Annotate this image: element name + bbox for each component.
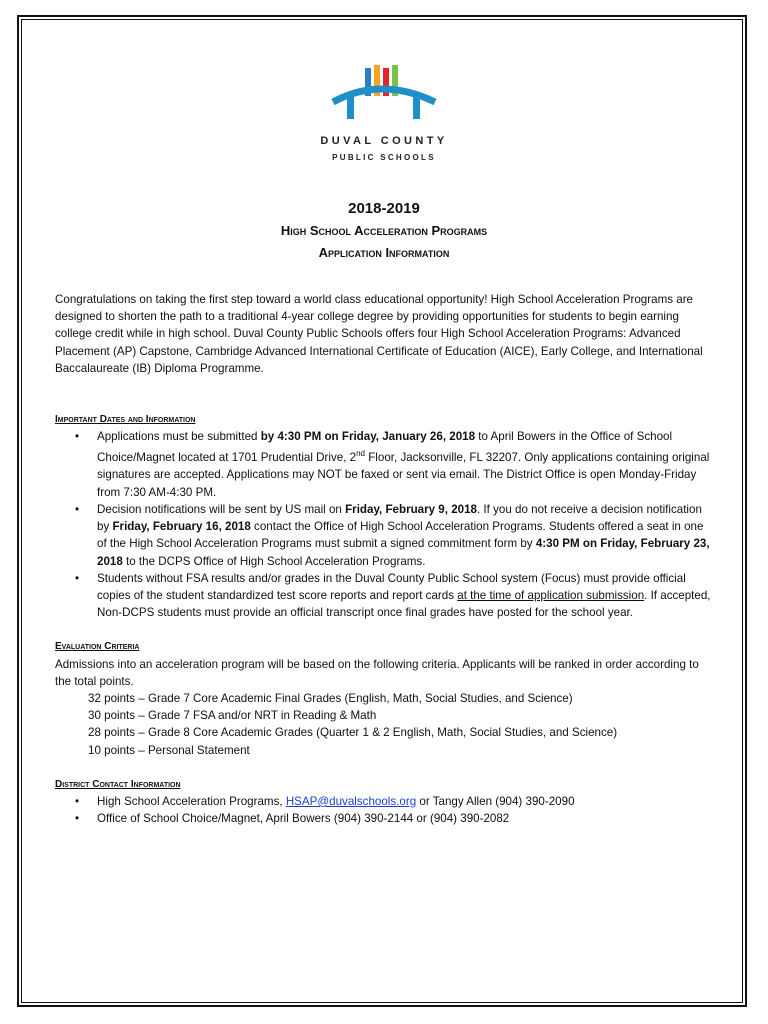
points-item: 30 points – Grade 7 FSA and/or NRT in Reading & Math	[88, 709, 377, 723]
list-item: • Office of School Choice/Magnet, April Bowers (904) 390-2144 or (904) 390-2082	[55, 810, 715, 827]
list-item: • Students without FSA results and/or grades in the Duval County Public School system (Focus) must provide official copies of the student standardized test score reports and report cards at the time of application submission. If accepted, Non-DCPS students must provide an official transcript once final grades have posted for the school year.	[75, 571, 711, 620]
bullet: •	[75, 502, 80, 516]
evaluation-text: Admissions into an acceleration program will be based on the following criteria. Applicants will be ranked in order according to the total points.	[55, 657, 699, 688]
list-item: • Applications must be submitted by 4:30 PM on Friday, January 26, 2018 to April Bowers in the Office of School Choice/Magnet located at 1701 Prudential Drive, 2nd Floor, Jacksonville, FL 32207. Only applications containing original signatures are accepted. Applications may NOT be faxed or sent via email. The District Office is open Monday-Friday from 7:30 AM-4:30 PM.	[75, 430, 710, 499]
email-link[interactable]: HSAP@duvalschools.org	[285, 794, 417, 808]
evaluation-heading: Evaluation Criteria	[55, 641, 140, 653]
bullet: •	[75, 430, 80, 444]
list-item: • High School Acceleration Programs, HSAP@duvalschools.org or Tangy Allen (904) 390-2090	[55, 793, 715, 810]
org-subname: PUBLIC SCHOOLS	[332, 153, 436, 162]
bullet: •	[75, 812, 80, 826]
contact-list	[55, 793, 715, 827]
duval-logo	[329, 62, 439, 126]
org-name: DUVAL COUNTY	[320, 135, 448, 147]
important-heading: Important Dates and Information	[55, 414, 196, 426]
points-item: 28 points – Grade 8 Core Academic Grades (Quarter 1 & 2 English, Math, Social Studies, and Science)	[88, 726, 618, 740]
title-year: 2018-2019	[348, 200, 420, 217]
logo-pillar-left	[347, 95, 354, 119]
bullet: •	[75, 794, 80, 808]
points-list	[55, 690, 715, 759]
bullet: •	[75, 571, 80, 585]
intro-paragraph: Congratulations on taking the first step toward a world class educational opportunity! High School Acceleration Programs are designed to shorten the path to a traditional 4-year college degree by providing opportunities for students to begin earning college credit while in high school. Duval County Public Schools offers four High School Acceleration Programs: Advanced Placement (AP) Capstone, Cambridge Advanced International Certificate of Education (AICE), Early College, and International Baccalaureate (IB) Diploma Programme.	[55, 293, 703, 375]
list-item: • Decision notifications will be sent by US mail on Friday, February 9, 2018. If you do not receive a decision notification by Friday, February 16, 2018 contact the Office of High School Acceleration Programs. Students offered a seat in one of the High School Acceleration Programs must submit a signed commitment form by 4:30 PM on Friday, February 23, 2018 to the DCPS Office of High School Acceleration Programs.	[75, 502, 710, 568]
title-line1: High School Acceleration Programs	[280, 223, 488, 238]
points-item: 32 points – Grade 7 Core Academic Final Grades (English, Math, Social Studies, and Science)	[88, 691, 573, 705]
title-line2: Application Information	[318, 245, 450, 260]
logo-pillar-right	[413, 95, 420, 119]
contact-heading: District Contact Information	[55, 778, 181, 790]
points-item: 10 points – Personal Statement	[88, 743, 250, 757]
important-list	[55, 428, 715, 621]
document-body	[55, 291, 715, 827]
